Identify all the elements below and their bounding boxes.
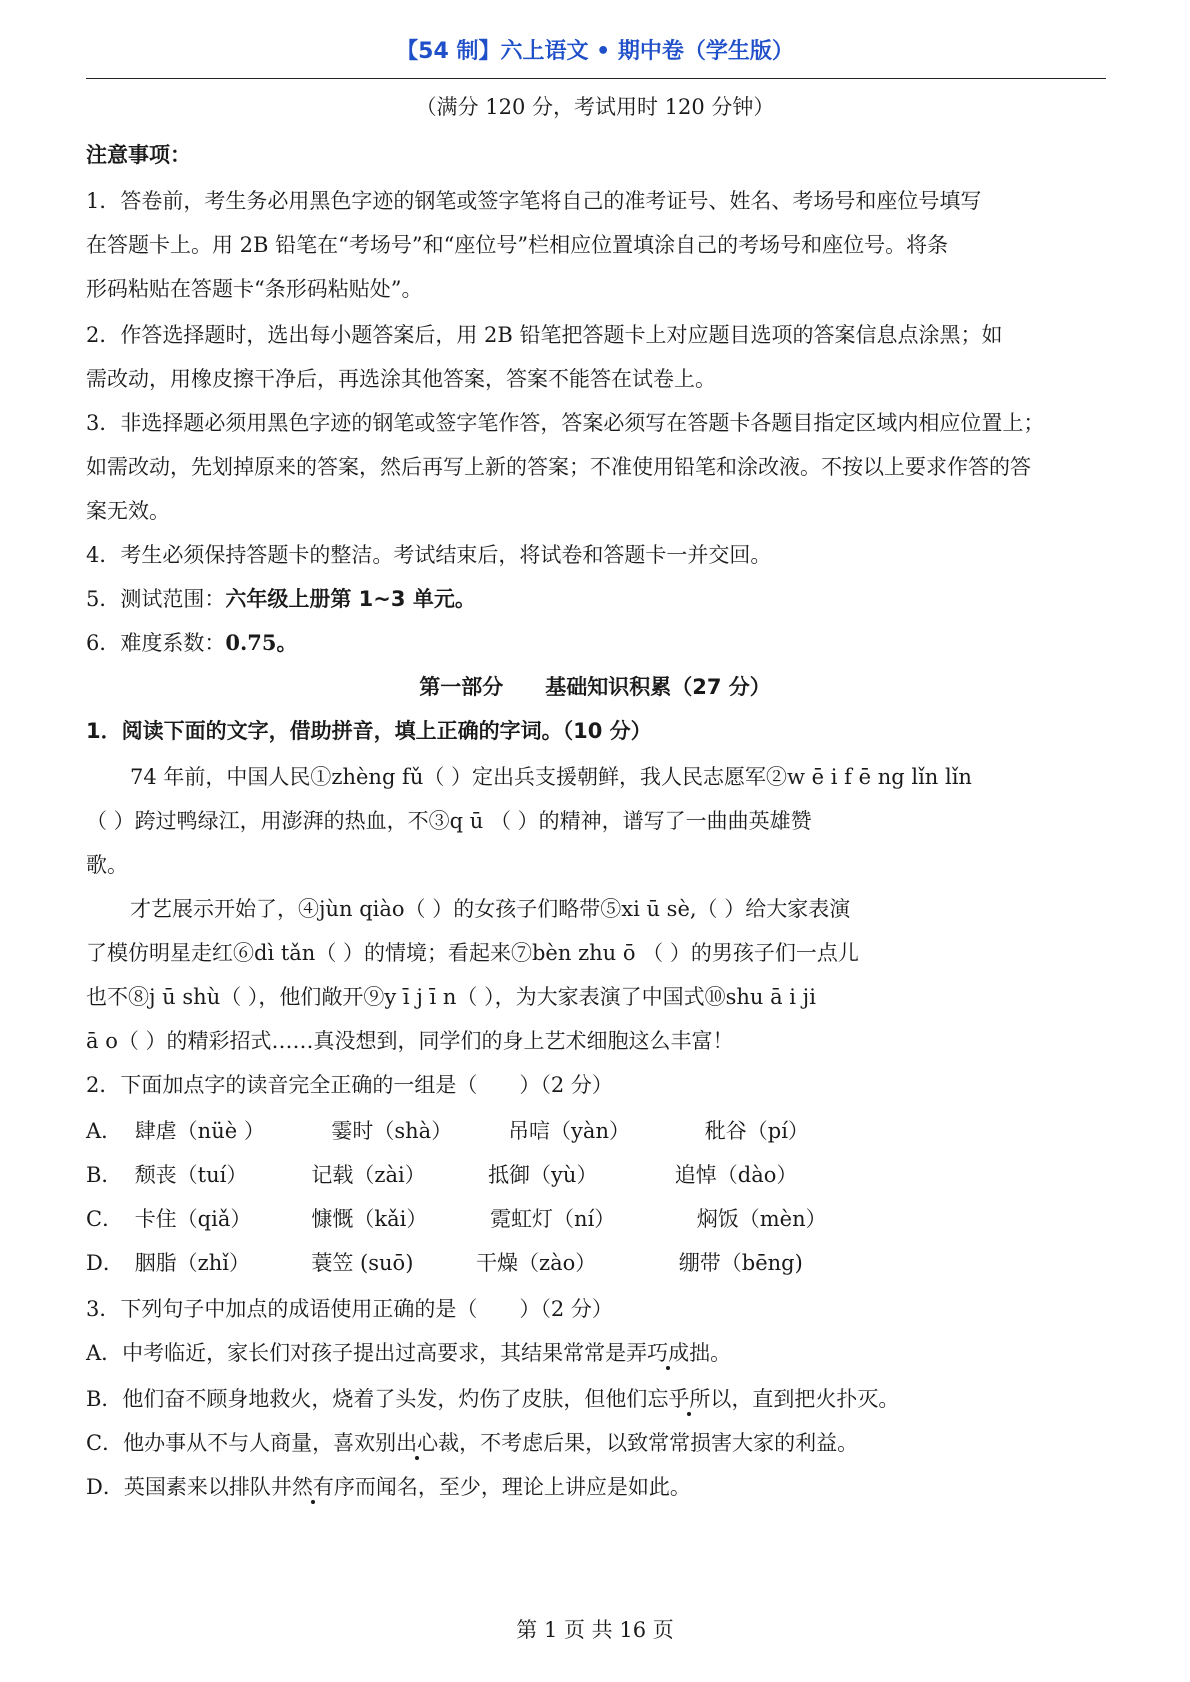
notes-scope	[86, 584, 476, 614]
difficulty-value: 0.75。	[225, 630, 298, 655]
option-label: B．	[86, 1163, 123, 1187]
question-3-option-c	[86, 1428, 858, 1458]
question-1-line: （ ）跨过鸭绿江，用澎湃的热血，不③q ū （ ）的精神，谱写了一曲曲英雄赞	[86, 809, 812, 833]
notes-line: 在答题卡上。用 2B 铅笔在“考场号”和“座位号”栏相应位置填涂自己的考场号和座位号。将条	[86, 233, 949, 257]
question-1-line: 也不⑧j ū shù（ ），他们敞开⑨y ī j ī n（ ），为大家表演了中国式⑩shu ā i ji	[86, 985, 816, 1009]
option-item: 霓虹灯（ní）	[490, 1207, 616, 1231]
question-3-option-d	[86, 1472, 691, 1502]
question-1-line: 才艺展示开始了，④jùn qiào（ ）的女孩子们略带⑤xi ū sè,（ ）给大家表演	[130, 897, 851, 921]
option-text: C．他办事从不与人商量，喜欢	[86, 1431, 376, 1455]
option-label: D．	[86, 1251, 124, 1275]
option-text: ，直到把火扑灭。	[731, 1387, 900, 1411]
notes-heading: 注意事项：	[86, 143, 191, 167]
notes-line: 1．答卷前，考生务必用黑色字迹的钢笔或签字笔将自己的准考证号、姓名、考场号和座位号填写	[86, 189, 982, 213]
notes-line: 案无效。	[86, 499, 170, 523]
notes-line: 如需改动，先划掉原来的答案，然后再写上新的答案；不准使用铅笔和涂改液。不按以上要求作答的答	[86, 455, 1031, 479]
option-text: 而闻名，至少，理论上讲应是如此。	[354, 1475, 691, 1499]
question-3-option-a	[86, 1338, 731, 1368]
section-title: 第一部分 基础知识积累（27 分）	[419, 675, 771, 699]
notes-line: 4．考生必须保持答题卡的整洁。考试结束后，将试卷和答题卡一并交回。	[86, 543, 772, 567]
question-1-line: 了模仿明星走红⑥dì tǎn（ ）的情境；看起来⑦bèn zhu ō （ ）的男孩子们一点儿	[86, 941, 859, 965]
option-item: 胭脂（zhǐ）	[134, 1251, 250, 1275]
notes-line: 3．非选择题必须用黑色字迹的钢笔或签字笔作答，答案必须写在答题卡各题目指定区域内相应位置上；	[86, 411, 1045, 435]
page-header-title: 【54 制】六上语文 • 期中卷（学生版）	[396, 39, 794, 64]
idiom-text: 弄巧成拙	[626, 1341, 711, 1365]
notes-line: 需改动，用橡皮擦干净后，再选涂其他答案，答案不能答在试卷上。	[86, 367, 716, 391]
scope-value: 六年级上册第 1~3 单元。	[225, 587, 476, 611]
notes-line: 2．作答选择题时，选出每小题答案后，用 2B 铅笔把答题卡上对应题目选项的答案信息点涂黑；如	[86, 323, 1003, 347]
idiom-text: 井然有序	[270, 1475, 355, 1499]
option-item: 秕谷（pí）	[704, 1119, 809, 1143]
option-text: 。	[710, 1341, 732, 1365]
option-item: 追悼（dào）	[674, 1163, 798, 1187]
option-item: 抵御（yù）	[488, 1163, 598, 1187]
option-item: 焖饭（mèn）	[696, 1207, 827, 1231]
option-text: D．英国素来以排队	[86, 1475, 271, 1499]
exam-info: （满分 120 分，考试用时 120 分钟）	[415, 95, 775, 119]
question-1-line: 74 年前，中国人民①zhèng fǔ（ ）定出兵支援朝鲜，我人民志愿军②w ē i f ē ng lǐn lǐn	[130, 765, 972, 789]
question-3-title: 3．下列句子中加点的成语使用正确的是（ ）（2 分）	[86, 1297, 613, 1321]
option-item: 蓑笠 (suō)	[311, 1251, 414, 1275]
question-1-line: 歌。	[86, 853, 128, 877]
option-item: 卡住（qiǎ）	[134, 1207, 252, 1231]
option-item: 霎时（shà）	[331, 1119, 453, 1143]
option-item: 肆虐（nüè ）	[134, 1119, 265, 1143]
option-item: 绷带（bēng)	[678, 1251, 803, 1275]
option-item: 颓丧（tuí）	[134, 1163, 248, 1187]
notes-line: 形码粘贴在答题卡“条形码粘贴处”。	[86, 277, 423, 301]
header-divider	[86, 78, 1106, 79]
question-2-title: 2．下面加点字的读音完全正确的一组是（ ）（2 分）	[86, 1073, 613, 1097]
option-item: 慷慨（kǎi）	[311, 1207, 428, 1231]
question-2-option-c	[86, 1204, 827, 1234]
option-item: 记载（zài）	[311, 1163, 426, 1187]
option-text: ，不考虑后果，以致常常损害大家的利益。	[459, 1431, 859, 1455]
option-label: A．	[86, 1119, 123, 1143]
option-text: A．中考临近，家长们对孩子提出过高要求，其结果常常是	[86, 1341, 627, 1365]
question-2-option-b	[86, 1160, 797, 1190]
difficulty-label: 6．难度系数：	[86, 631, 226, 655]
idiom-text: 忘乎所以	[647, 1387, 732, 1411]
option-item: 吊唁（yàn）	[508, 1119, 630, 1143]
question-2-option-d	[86, 1248, 803, 1278]
option-item: 干燥（zào）	[476, 1251, 597, 1275]
page-number: 第 1 页 共 16 页	[516, 1618, 674, 1642]
question-3-option-b	[86, 1384, 899, 1414]
scope-label: 5．测试范围：	[86, 587, 226, 611]
question-1-line: ā o（ ）的精彩招式……真没想到，同学们的身上艺术细胞这么丰富！	[86, 1029, 734, 1053]
option-label: C．	[86, 1207, 124, 1231]
option-text: B．他们奋不顾身地救火，烧着了头发，灼伤了皮肤，但他们	[86, 1387, 648, 1411]
idiom-text: 别出心裁	[375, 1431, 460, 1455]
notes-difficulty	[86, 628, 298, 658]
question-2-option-a	[86, 1116, 809, 1146]
question-1-title: 1．阅读下面的文字，借助拼音，填上正确的字词。（10 分）	[86, 719, 652, 743]
